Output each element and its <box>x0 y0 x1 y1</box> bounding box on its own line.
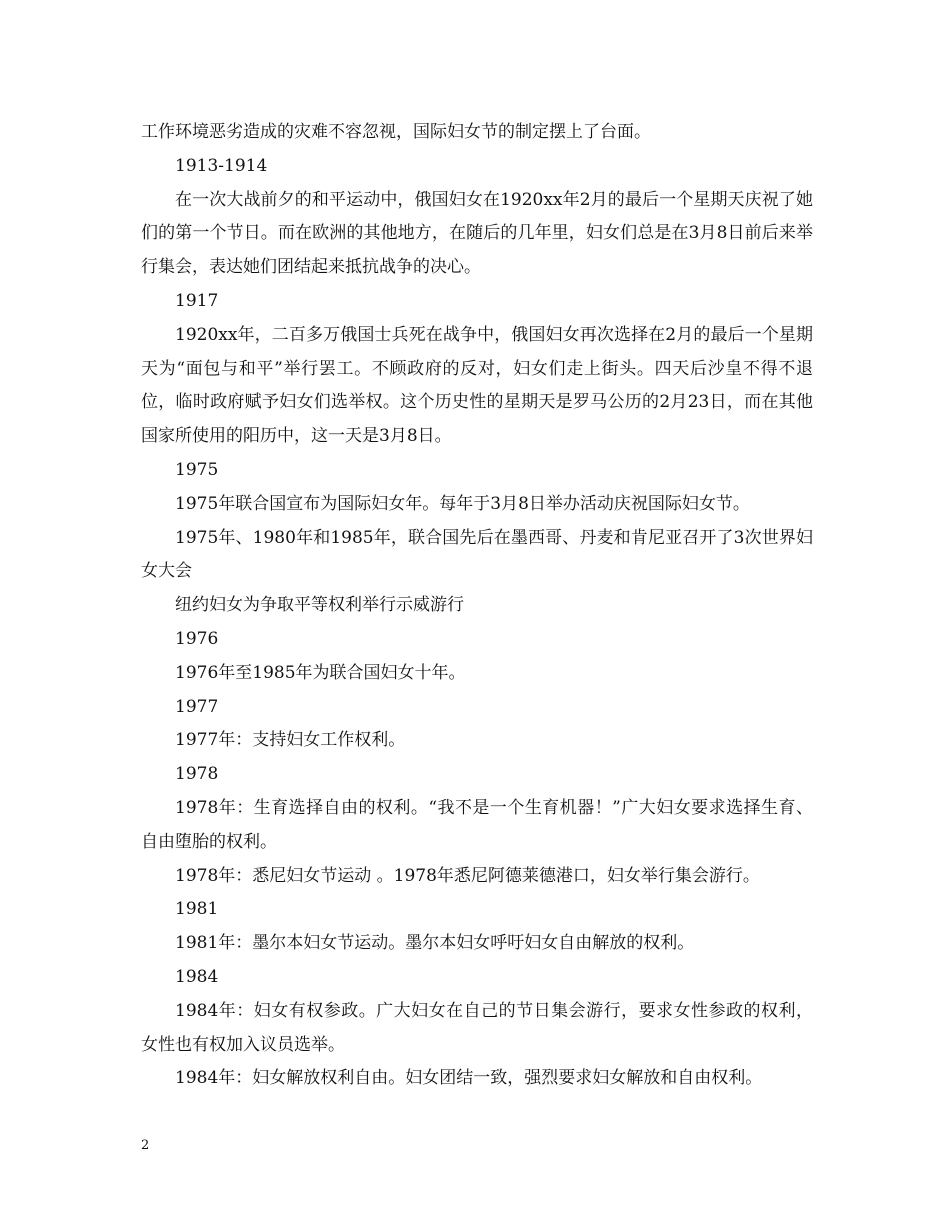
year-heading: 1917 <box>175 290 219 311</box>
paragraph: 1978年：生育选择自由的权利。“我不是一个生育机器！”广大妇女要求选择生育、自由堕胎的权利。 <box>141 797 813 852</box>
year-heading: 1978 <box>175 764 219 785</box>
paragraph: 1976年至1985年为联合国妇女十年。 <box>175 662 466 683</box>
document-body <box>141 116 813 1096</box>
year-heading: 1981 <box>175 899 219 920</box>
page-number: 2 <box>141 1138 150 1153</box>
paragraph: 1984年：妇女解放权利自由。妇女团结一致，强烈要求妇女解放和自由权利。 <box>175 1068 763 1089</box>
paragraph: 纽约妇女为争取平等权利举行示威游行 <box>175 595 464 616</box>
paragraph: 1978年：悉尼妇女节运动 。1978年悉尼阿德莱德港口，妇女举行集会游行。 <box>175 865 760 886</box>
paragraph: 1981年：墨尔本妇女节运动。墨尔本妇女呼吁妇女自由解放的权利。 <box>175 933 695 954</box>
year-heading: 1976 <box>175 628 219 649</box>
paragraph: 1984年：妇女有权参政。广大妇女在自己的节日集会游行，要求女性参政的权利，女性也有权加入议员选举。 <box>141 1000 813 1055</box>
paragraph: 1975年、1980年和1985年，联合国先后在墨西哥、丹麦和肯尼亚召开了3次世界妇女大会 <box>141 527 813 582</box>
paragraph: 1975年联合国宣布为国际妇女年。每年于3月8日举办活动庆祝国际妇女节。 <box>175 493 750 514</box>
paragraph: 1920xx年，二百多万俄国士兵死在战争中，俄国妇女再次选择在2月的最后一个星期天为“面包与和平”举行罢工。不顾政府的反对，妇女们走上街头。四天后沙皇不得不退位，临时政府赋予妇女们选举权。这个历史性的星期天是罗马公历的2月23日，而在其他国家所使用的阳历中，这一天是3月8日。 <box>141 324 813 447</box>
year-heading: 1984 <box>175 966 219 987</box>
year-heading: 1975 <box>175 459 219 480</box>
paragraph: 在一次大战前夕的和平运动中，俄国妇女在1920xx年2月的最后一个星期天庆祝了她们的第一个节日。而在欧洲的其他地方，在随后的几年里，妇女们总是在3月8日前后来举行集会，表达她们团结起来抵抗战争的决心。 <box>141 189 813 278</box>
paragraph: 1977年：支持妇女工作权利。 <box>175 730 406 751</box>
year-heading: 1913-1914 <box>175 155 268 176</box>
year-heading: 1977 <box>175 696 219 717</box>
paragraph: 工作环境恶劣造成的灾难不容忽视，国际妇女节的制定摆上了台面。 <box>141 122 651 142</box>
